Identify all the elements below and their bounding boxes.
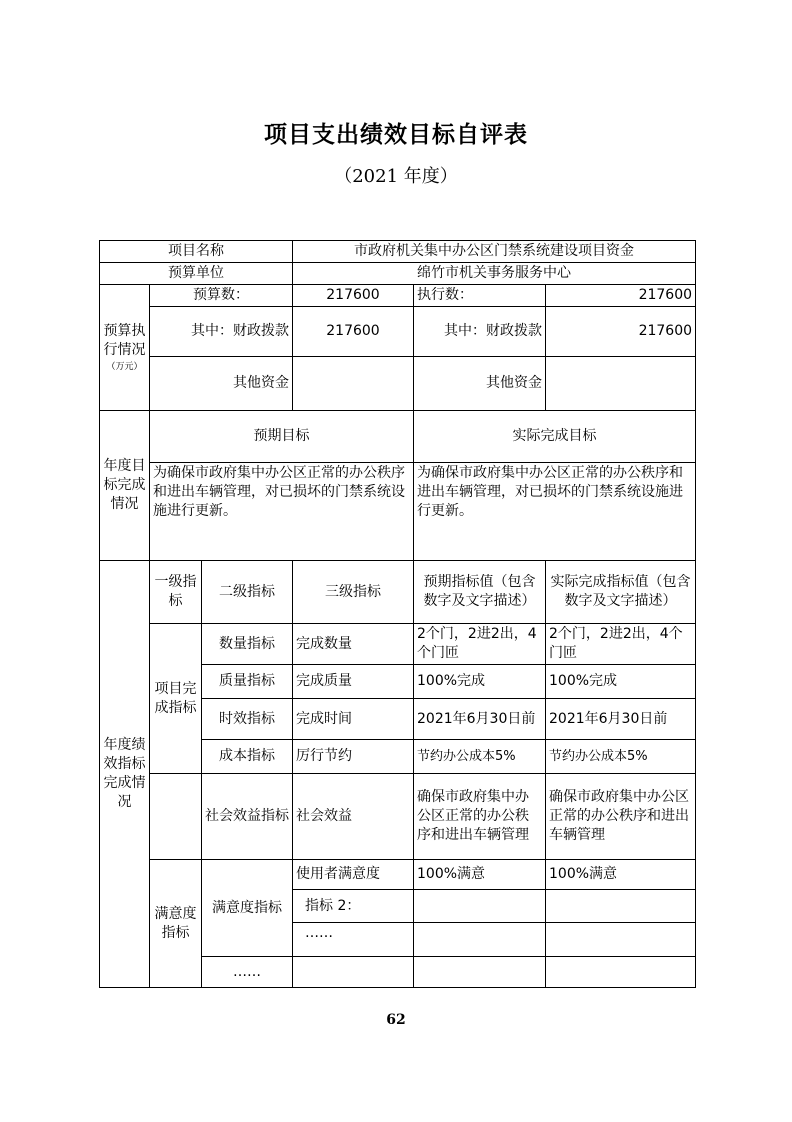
budget-unit-value: 绵竹市机关事务服务中心 — [293, 263, 696, 285]
page-subtitle: （2021 年度） — [334, 166, 458, 187]
other-funds-label: 其他资金 — [150, 357, 293, 411]
table-row — [100, 285, 696, 307]
evaluation-table — [99, 240, 696, 988]
indicator-expected: 2个门，2进2出，4个门匝 — [414, 624, 546, 665]
actual-goal-header: 实际完成目标 — [414, 411, 696, 463]
budget-unit-label: 预算单位 — [100, 263, 293, 285]
satisfaction-level1: 满意度指标 — [150, 860, 202, 988]
table-row — [100, 561, 696, 624]
satisfaction-expected — [414, 957, 546, 988]
satisfaction-expected — [414, 890, 546, 923]
executed-value: 217600 — [546, 285, 696, 307]
indicator-level3: 完成时间 — [293, 699, 414, 740]
indicator-level3: 完成质量 — [293, 665, 414, 699]
satisfaction-expected — [414, 923, 546, 957]
indicator-level2: 质量指标 — [202, 665, 293, 699]
table-row — [100, 860, 696, 890]
social-level3: 社会效益 — [293, 774, 414, 860]
annual-goal-section-label: 年度目标完成情况 — [100, 411, 150, 561]
other-funds-exec-label: 其他资金 — [414, 357, 546, 411]
indicator-level2: 数量指标 — [202, 624, 293, 665]
table-row — [100, 624, 696, 665]
budget-amount-label: 预算数： — [150, 285, 293, 307]
indicator-expected: 2021年6月30日前 — [414, 699, 546, 740]
satisfaction-actual — [546, 890, 696, 923]
table-row — [100, 241, 696, 263]
indicator-expected: 节约办公成本5% — [414, 740, 546, 774]
project-name-label: 项目名称 — [100, 241, 293, 263]
budget-unit-note: （万元） — [106, 361, 143, 372]
page-title: 项目支出绩效目标自评表 — [264, 121, 528, 148]
expected-goal-header: 预期目标 — [150, 411, 414, 463]
satisfaction-level2: …… — [202, 957, 293, 988]
satisfaction-expected: 100%满意 — [414, 860, 546, 890]
page-number: 62 — [386, 1012, 406, 1028]
social-level2: 社会效益指标 — [202, 774, 293, 860]
satisfaction-level3: 使用者满意度 — [293, 860, 414, 890]
table-row — [100, 307, 696, 357]
indicator-level2: 成本指标 — [202, 740, 293, 774]
fiscal-budget-value: 217600 — [293, 307, 414, 357]
group1-label: 项目完成指标 — [150, 624, 202, 774]
indicator-level3: 厉行节约 — [293, 740, 414, 774]
table-row — [100, 463, 696, 561]
satisfaction-level3 — [293, 957, 414, 988]
table-row — [100, 411, 696, 463]
indicators-section-label: 年度绩效指标完成情况 — [100, 561, 150, 988]
satisfaction-actual — [546, 923, 696, 957]
indicator-expected: 100%完成 — [414, 665, 546, 699]
satisfaction-actual — [546, 957, 696, 988]
social-level1-empty — [150, 774, 202, 860]
social-expected: 确保市政府集中办公区正常的办公秩序和进出车辆管理 — [414, 774, 546, 860]
actual-goal-text: 为确保市政府集中办公区正常的办公秩序和进出车辆管理，对已损坏的门禁系统设施进行更新。 — [414, 463, 696, 561]
table-row — [100, 263, 696, 285]
budget-section-title: 预算执行情况 — [103, 322, 146, 358]
executed-label: 执行数： — [414, 285, 546, 307]
satisfaction-level3: 指标 2： — [293, 890, 414, 923]
col-level1-header: 一级指标 — [150, 561, 202, 624]
indicator-actual: 节约办公成本5% — [546, 740, 696, 774]
satisfaction-actual: 100%满意 — [546, 860, 696, 890]
col-level2-header: 二级指标 — [202, 561, 293, 624]
budget-section-label — [100, 285, 150, 411]
social-actual: 确保市政府集中办公区正常的办公秩序和进出车辆管理 — [546, 774, 696, 860]
col-actual-header: 实际完成指标值（包含数字及文字描述） — [546, 561, 696, 624]
table-row — [100, 774, 696, 860]
satisfaction-level3: …… — [293, 923, 414, 957]
indicator-actual: 2021年6月30日前 — [546, 699, 696, 740]
col-expected-header: 预期指标值（包含数字及文字描述） — [414, 561, 546, 624]
satisfaction-level2: 满意度指标 — [202, 860, 293, 957]
fiscal-exec-value: 217600 — [546, 307, 696, 357]
indicator-actual: 2个门，2进2出，4个门匝 — [546, 624, 696, 665]
expected-goal-text: 为确保市政府集中办公区正常的办公秩序和进出车辆管理，对已损坏的门禁系统设施进行更新。 — [150, 463, 414, 561]
table-row — [100, 357, 696, 411]
col-level3-header: 三级指标 — [293, 561, 414, 624]
indicator-level3: 完成数量 — [293, 624, 414, 665]
budget-amount-value: 217600 — [293, 285, 414, 307]
fiscal-label: 其中：财政拨款 — [150, 307, 293, 357]
fiscal-exec-label: 其中：财政拨款 — [414, 307, 546, 357]
other-funds-exec-value — [546, 357, 696, 411]
other-funds-budget-value — [293, 357, 414, 411]
indicator-level2: 时效指标 — [202, 699, 293, 740]
indicator-actual: 100%完成 — [546, 665, 696, 699]
project-name-value: 市政府机关集中办公区门禁系统建设项目资金 — [293, 241, 696, 263]
